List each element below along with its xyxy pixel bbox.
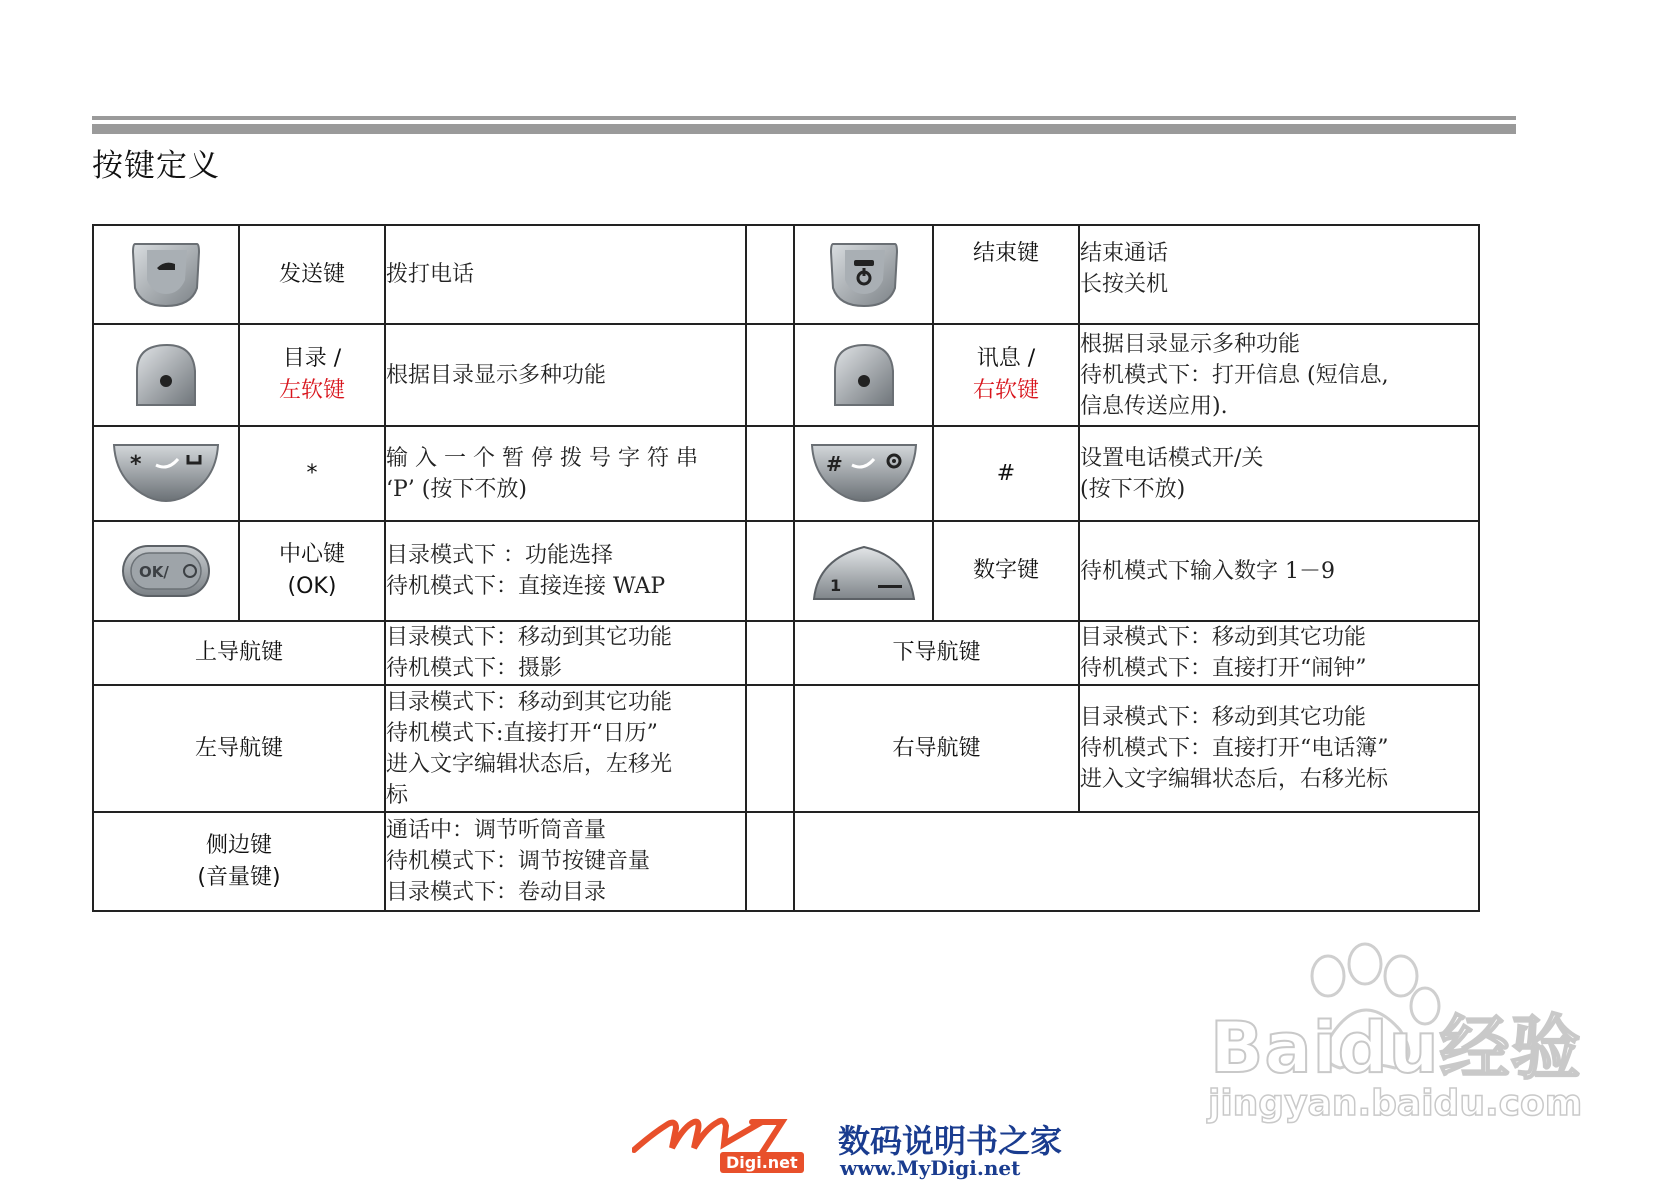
star-key-cell: [93, 426, 239, 521]
nav-left-key-name: 左导航键: [93, 685, 385, 812]
end-key-icon: [827, 240, 901, 310]
end-key-desc: 结束通话 长按关机: [1079, 225, 1479, 324]
left-soft-key-name-line2: 左软键: [278, 378, 345, 403]
nav-up-key-desc: 目录模式下：移动到其它功能 待机模式下：摄影: [385, 621, 746, 685]
header-rule-thick: [92, 124, 1516, 134]
center-key-name: [239, 521, 385, 621]
svg-text:*: *: [130, 451, 142, 477]
side-key-name-line2: (音量键): [197, 864, 281, 890]
send-key-desc: 拨打电话: [385, 225, 746, 324]
number-key-label: 1: [829, 576, 841, 595]
table-row: [93, 521, 1479, 621]
footer-url[interactable]: www.MyDigi.net: [840, 1156, 1021, 1180]
right-soft-key-name: [933, 324, 1079, 426]
right-soft-key-icon: [829, 341, 899, 409]
column-gap: [746, 521, 794, 621]
nav-right-key-name: 右导航键: [794, 685, 1079, 812]
send-key-cell: [93, 225, 239, 324]
column-gap: [746, 685, 794, 812]
mydigi-logo-tag: Digi.net: [720, 1152, 804, 1173]
side-key-name: [93, 812, 385, 911]
right-soft-key-name-line1: 讯息 /: [976, 346, 1036, 371]
table-row: [93, 426, 1479, 521]
left-soft-key-desc: 根据目录显示多种功能: [385, 324, 746, 426]
baidu-watermark-url: jingyan.baidu.com: [1208, 1083, 1583, 1124]
column-gap: [746, 621, 794, 685]
center-key-label: OK/: [139, 563, 169, 581]
center-key-name-line2: (OK): [287, 574, 337, 599]
left-soft-key-name-line1: 目录 /: [282, 346, 342, 371]
table-row: [93, 685, 1479, 812]
table-row: [93, 621, 1479, 685]
footer-site-name: 数码说明书之家: [838, 1122, 1063, 1160]
key-definition-table: [92, 224, 1480, 912]
send-key-name: 发送键: [239, 225, 385, 324]
nav-down-key-desc: 目录模式下：移动到其它功能 待机模式下：直接打开“闹钟”: [1079, 621, 1479, 685]
svg-text:#: #: [825, 451, 843, 476]
nav-up-key-name: 上导航键: [93, 621, 385, 685]
right-soft-key-name-line2: 右软键: [972, 378, 1039, 403]
star-key-desc: 输入一个暂停拨号字符串 ‘P’ (按下不放): [385, 426, 746, 521]
left-soft-key-icon: [131, 341, 201, 409]
center-key-cell: [93, 521, 239, 621]
number-key-name: 数字键: [933, 521, 1079, 621]
star-key-name: *: [239, 426, 385, 521]
end-key-name: 结束键: [933, 225, 1079, 324]
page-title: 按键定义: [92, 148, 220, 184]
column-gap: [746, 426, 794, 521]
hash-key-cell: [794, 426, 933, 521]
table-row: [93, 812, 1479, 911]
star-key-icon: [112, 441, 220, 507]
center-ok-key-icon: [121, 544, 211, 598]
hash-key-desc: 设置电话模式开/关 (按下不放): [1079, 426, 1479, 521]
number-key-desc: 待机模式下输入数字 1－9: [1079, 521, 1479, 621]
table-row: [93, 225, 1479, 324]
column-gap: [746, 812, 794, 911]
column-gap: [746, 324, 794, 426]
center-key-desc: 目录模式下 ：功能选择 待机模式下：直接连接 WAP: [385, 521, 746, 621]
right-soft-key-desc: 根据目录显示多种功能 待机模式下：打开信息 (短信息, 信息传送应用).: [1079, 324, 1479, 426]
empty-cell: [794, 812, 1479, 911]
nav-down-key-name: 下导航键: [794, 621, 1079, 685]
right-soft-key-cell: [794, 324, 933, 426]
number-key-icon: [812, 541, 916, 601]
baidu-watermark-brand: Baidu经验: [1210, 1007, 1582, 1089]
center-key-name-line1: 中心键: [278, 542, 345, 567]
header-rule-thin: [92, 116, 1516, 120]
nav-left-key-desc: 目录模式下：移动到其它功能 待机模式下:直接打开“日历” 进入文字编辑状态后，左移光 标: [385, 685, 746, 812]
number-key-cell: [794, 521, 933, 621]
nav-right-key-desc: 目录模式下：移动到其它功能 待机模式下：直接打开“电话簿” 进入文字编辑状态后，右移光标: [1079, 685, 1479, 812]
left-soft-key-name: [239, 324, 385, 426]
hash-key-name: #: [933, 426, 1079, 521]
side-key-desc: 通话中：调节听筒音量 待机模式下：调节按键音量 目录模式下：卷动目录: [385, 812, 746, 911]
send-key-icon: [129, 240, 203, 310]
hash-key-icon: [810, 441, 918, 507]
side-key-name-line1: 侧边键: [205, 832, 272, 858]
left-soft-key-cell: [93, 324, 239, 426]
end-key-cell: [794, 225, 933, 324]
table-row: [93, 324, 1479, 426]
column-gap: [746, 225, 794, 324]
